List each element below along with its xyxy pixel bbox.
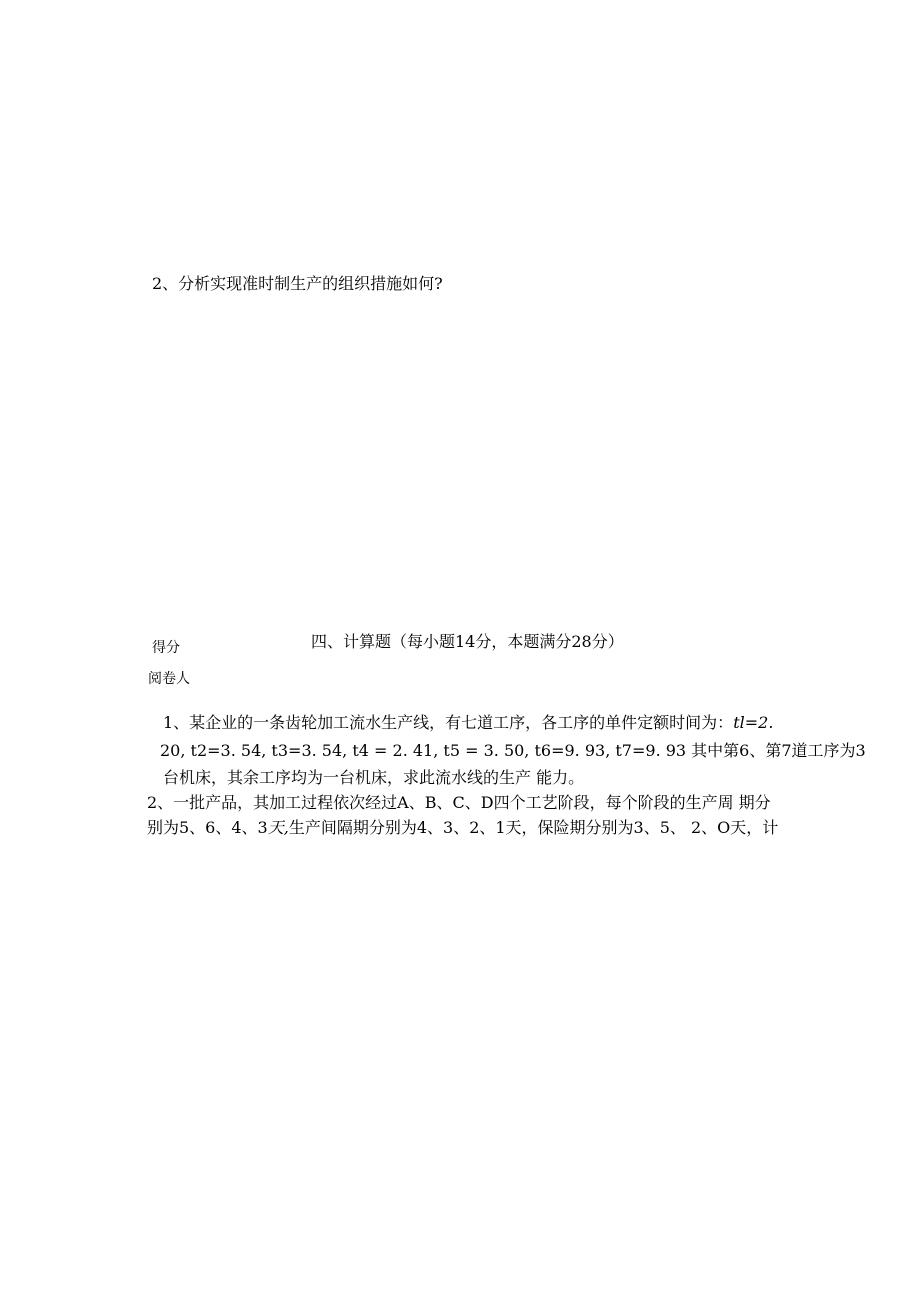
calc-question-2-line-2-text-b: 生产间隔期分别为4、3、2、1天，保险期分别为3、5、 2、O天，计 bbox=[288, 818, 779, 837]
score-label: 得分 bbox=[152, 640, 180, 656]
question-2-analysis-prompt: 2、分析实现准时制生产的组织措施如何? bbox=[152, 274, 443, 293]
calc-question-1-line-1-text: 1、某企业的一条齿轮加工流水生产线，有七道工序，各工序的单件定额时间为： bbox=[163, 713, 734, 732]
calc-question-1-italic-formula: tl=2. bbox=[733, 713, 774, 732]
calc-question-1-line-3: 台机床，其余工序均为一台机床，求此流水线的生产 能力。 bbox=[163, 768, 585, 787]
calc-question-2-line-2-text-a: 别为5、6、4、3 bbox=[147, 818, 268, 837]
calc-question-1-line-2: 20, t2=3. 54, t3=3. 54, t4 = 2. 41, t5 = 3. 50, t6=9. 93, t7=9. 93 其中第6、第7道工序为3 bbox=[160, 741, 866, 760]
calc-question-2-line-2 bbox=[147, 818, 778, 838]
reviewer-label: 阅卷人 bbox=[148, 671, 190, 687]
calc-question-1-line-1 bbox=[163, 713, 773, 733]
calc-question-2-line-1: 2、一批产品，其加工过程依次经过A、B、C、D四个工艺阶段，每个阶段的生产周 期分 bbox=[147, 793, 771, 812]
section-4-title: 四、计算题（每小题14分，本题满分28分） bbox=[311, 632, 624, 651]
calc-question-2-italic-unit: 天, bbox=[267, 818, 289, 837]
